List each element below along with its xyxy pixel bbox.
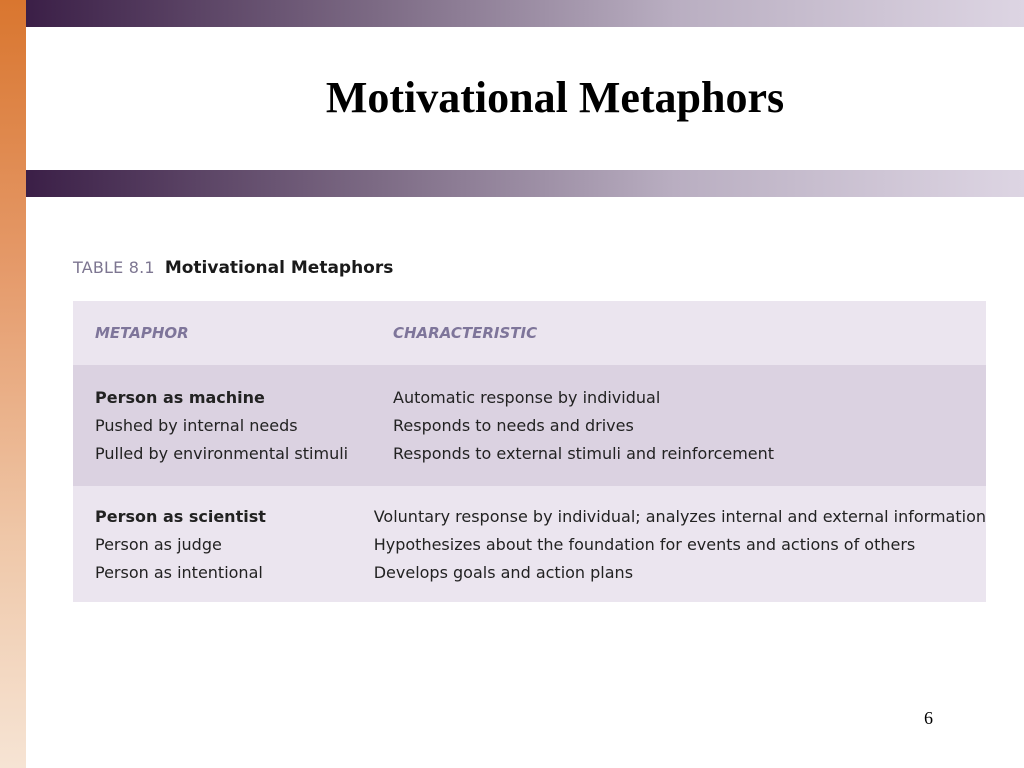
table-cell: Person as intentional	[95, 563, 263, 582]
table-cell: Pushed by internal needs	[95, 416, 298, 435]
table-cell: Person as machine	[95, 388, 265, 407]
table-caption	[73, 258, 393, 278]
metaphor-table	[73, 301, 986, 602]
table-cell: Voluntary response by individual; analyzes internal and external information	[373, 507, 986, 526]
table-group-scientist	[73, 486, 986, 602]
table-cell: Person as judge	[95, 535, 222, 554]
table-cell: Develops goals and action plans	[373, 563, 634, 582]
table-group-machine	[73, 365, 986, 486]
top-decorative-band	[26, 0, 1024, 27]
page-number: 6	[924, 708, 933, 728]
header-characteristic: CHARACTERISTIC	[393, 324, 538, 342]
table-cell: Responds to external stimuli and reinforcement	[393, 444, 775, 463]
table-cell: Automatic response by individual	[393, 388, 661, 407]
table-caption-number: TABLE 8.1	[73, 258, 155, 277]
left-decorative-bar	[0, 0, 26, 768]
table-cell: Responds to needs and drives	[393, 416, 634, 435]
header-metaphor: METAPHOR	[95, 324, 189, 342]
table-cell: Person as scientist	[95, 507, 266, 526]
table-caption-title: Motivational Metaphors	[164, 258, 394, 278]
table-header-row	[73, 301, 986, 365]
table-cell: Pulled by environmental stimuli	[95, 444, 349, 463]
table-cell: Hypothesizes about the foundation for events and actions of others	[373, 535, 916, 554]
title-divider-band	[26, 170, 1024, 197]
slide-title: Motivational Metaphors	[325, 73, 785, 122]
